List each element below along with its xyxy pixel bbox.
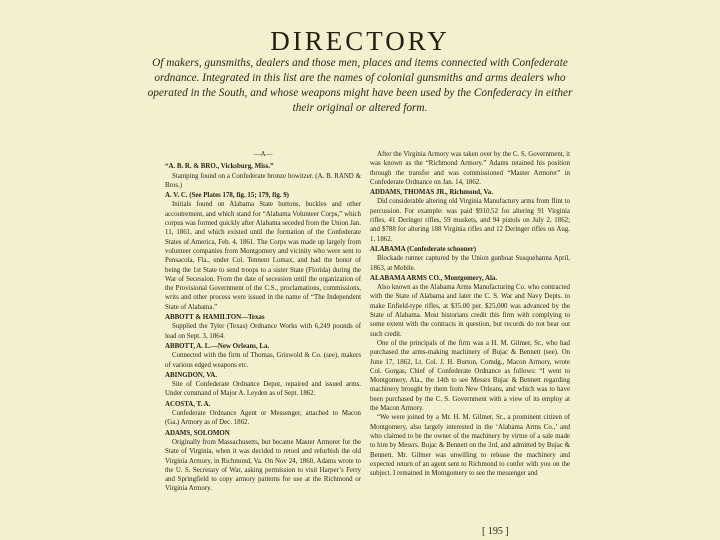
directory-entry (165, 400, 361, 428)
left-column (165, 150, 361, 495)
directory-entry (370, 188, 570, 244)
entry-heading: ALABAMA (Confederate schooner) (370, 245, 477, 253)
entry-text: Site of Confederate Ordnance Depot, repaired and issued arms. Under command of Major A. Leyden as of Sept. 1862. (165, 381, 361, 398)
directory-entry (165, 342, 361, 370)
directory-entry (370, 150, 570, 187)
entry-heading: ACOSTA, T. A. (165, 400, 211, 408)
entry-heading: ABINGDON, VA. (165, 371, 218, 379)
page-title: DIRECTORY (270, 26, 450, 57)
entry-text: “We were joined by a Mr. H. M. Gilmer, Sr., a prominent citizen of Montgomery, also largely interested in the ‘Alabama Arms Co.,’ and who claimed to be the owner of the machinery by virtue of a sale made to him by Messrs. Bujac & Bennett on the 3rd, and admitted by Bujac & Bennett. Mr. Gilmer was unwilling to release the machinery and expected return of an agent sent to Richmond to confer with you on the subject. I remained in Montgomery to see the messenger and (370, 414, 570, 478)
entry-text: One of the principals of the firm was a H. M. Gilmer, Sr., who had purchased the arms-making machinery of Bujac & Bennett (see). On June 17, 1862, Lt. Col. J. H. Burton, Comdg., Macon Armory, wrote Col. Gorgas, Chief of Confederate Ordnance as follows: “I went to Montgomery, Ala., the 14th to see Messrs Bujac & Bennett regarding machinery brought by them from New Orleans, and which was to have been purchased by the C. S. Government with a view of its employ at the Macon Armory. (370, 339, 570, 413)
intro-paragraph: Of makers, gunsmiths, dealers and those men, places and items connected with Confederate ordnance. Integrated in this list are the names of colonial gunsmiths and arms dealers who operated in the South, and whose weapons might have been used by the Confederacy in either their original or altered form. (147, 57, 573, 114)
right-column (370, 150, 570, 479)
section-letter: —A— (253, 150, 273, 158)
entry-heading: ALABAMA ARMS CO., Montgomery, Ala. (370, 274, 498, 282)
directory-entry (165, 371, 361, 399)
directory-entry (165, 429, 361, 494)
entry-heading: ABBOTT & HAMILTON—Texas (165, 314, 265, 322)
right-entries (370, 150, 570, 478)
entry-heading: ABBOTT, A. L.—New Orleans, La. (165, 342, 270, 350)
directory-entry (370, 274, 570, 479)
entry-text: Blockade runner captured by the Union gunboat Susquehanna April, 1863, at Mobile. (370, 255, 570, 272)
entry-text: Confederate Ordnance Agent or Messenger, attached to Macon (Ga.) Armory as of Dec. 1862. (165, 410, 361, 427)
entry-heading: A. V. C. (See Plates 178, fig. 15; 179, fig. 9) (165, 192, 289, 200)
entry-text: Originally from Massachusetts, but became Master Armorer for the State of Virginia, when it was decided to retool and refurbish the old Virginia Armory, in Richmond, Va. On Nov 24, 1860, Adams wrote to the U. S. Secretary of War, asking permission to visit Harper’s Ferry and Springfield to copy armory patterns for use at the Richmond or Virginia Armory. (165, 438, 361, 493)
entry-heading: “A. B. R. & BRO., Vicksburg, Miss.” (165, 163, 274, 171)
entry-text: Also known as the Alabama Arms Manufacturing Co. who contracted with the State of Alabama and later the C. S. War and Navy Depts. to make Enfield-type rifles, at $35.00 per. $25,000 was advanced by the State of Alabama. Most historians credit this firm with complying to some extent with the contracts in question, but records do not bear out such credit. (370, 284, 570, 338)
entry-text: Initials found on Alabama State buttons, buckles and other accoutrement, and which stand for “Alabama Volunteer Corps,” which corpus was formed quickly after Alabama seceded from the Union Jan. 11, 1861, and which existed until the formation of the Confederate States of America, Feb. 4, 1861. The Corps was made up largely from volunteer companies from Montgomery and vicinity who were sent to Pensacola, Fla., under Col. Tennent Lomax, and had the honor of being the 1st State to send troops to a sister State (Florida) during the War of Secession. From the date of secession until the organization of the Provisional Government of the C.S., proclamations, commissions, writs and other process were issued in the name of “The Independent State of Alabama.” (165, 201, 361, 311)
entry-heading: ADDAMS, THOMAS JR., Richmond, Va. (370, 189, 493, 197)
directory-entry (370, 245, 570, 273)
directory-entry (165, 313, 361, 341)
entry-text: After the Virginia Armory was taken over by the C. S. Government, it was known as the “Richmond Armory.” Adams retained his position through the transfer and was commissioned “Master Armorer” in Confederate Ordnance on Jan. 14, 1862. (370, 151, 570, 186)
entry-text: Connected with the firm of Thomas, Griswold & Co. (see), makers of various edged weapons etc. (165, 352, 361, 369)
entry-heading: ADAMS, SOLOMON (165, 429, 230, 437)
page-number: [ 195 ] (482, 526, 509, 537)
directory-entry (165, 191, 361, 312)
entry-text: Supplied the Tyler (Texas) Ordnance Works with 6,249 pounds of lead on Sept. 3, 1864. (165, 323, 361, 340)
entry-text: Did considerable altering old Virginia Manufactury arms from flint to percussion. For example: was paid $910.52 for altering 91 Virginia rifles, 41 Deringer rifles, 59 muskets, and 94 pistols on July 2, 1862; and $788 for altering 188 Virginia rifles and 12 Deringer rifles on Aug. 1, 1862. (370, 198, 570, 243)
directory-entry (165, 162, 361, 190)
left-entries (165, 162, 361, 493)
entry-text: Stamping found on a Confederate bronze howitzer. (A. B. RAND & Bros.) (165, 172, 361, 189)
